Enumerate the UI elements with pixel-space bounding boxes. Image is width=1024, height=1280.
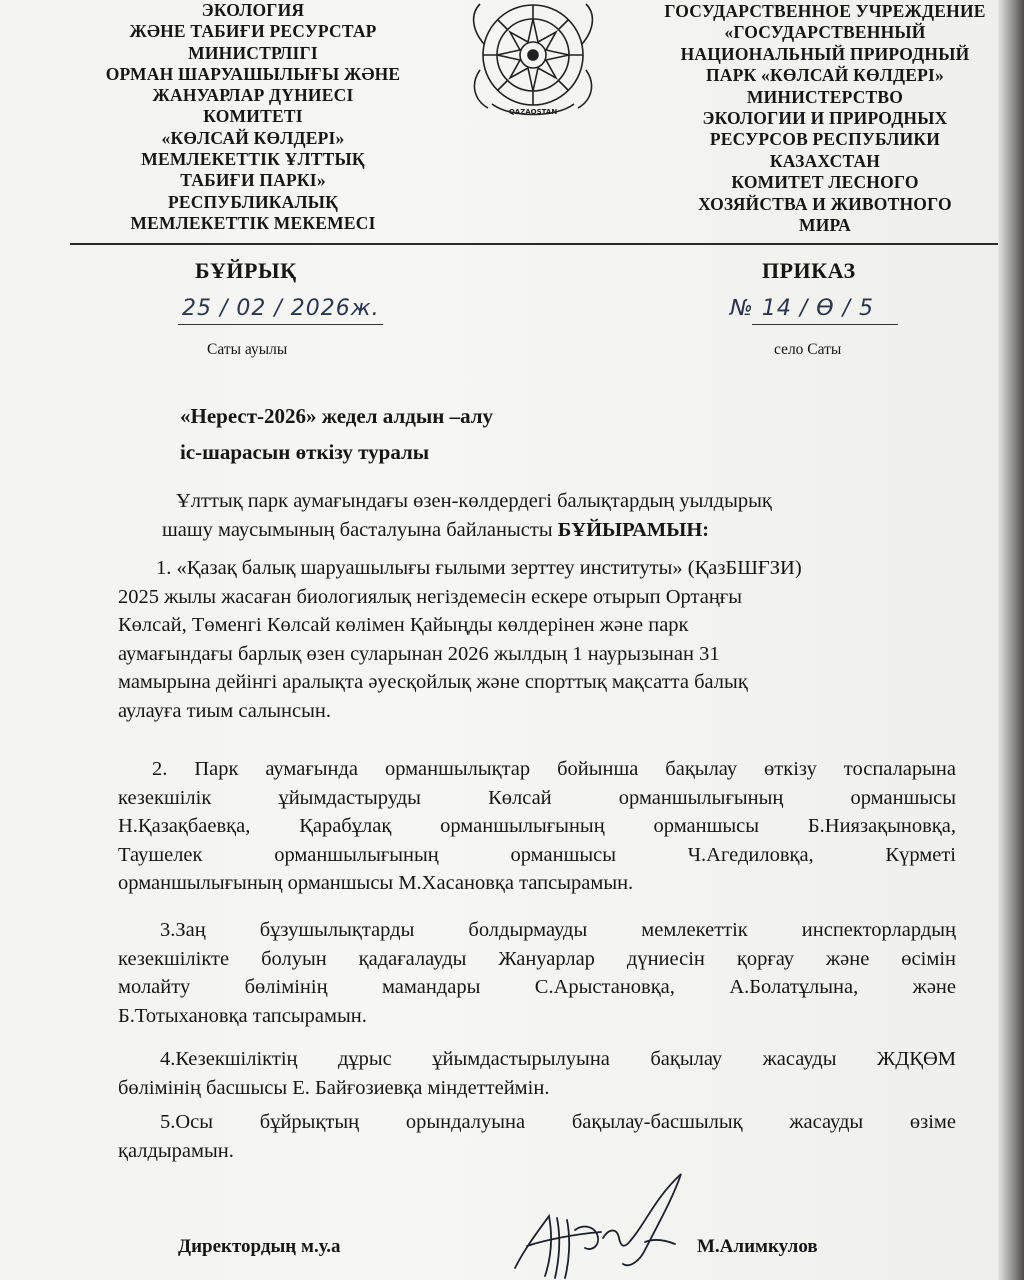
item-1-line: мамырына дейінгі аралықта әуесқойлық және спорттық мақсатта балық	[118, 671, 748, 693]
header-divider	[70, 243, 998, 245]
title-line-2: іс-шарасын өткізу туралы	[180, 440, 430, 464]
item-2-line: 2. Парк аумағында орманшылықтар бойынша бақылау өткізу тоспаларына	[152, 758, 956, 780]
item-2-line: Н.Қазақбаевқа, Қарабұлақ орманшылығының орманшысы Б.Ниязақыновқа,	[118, 815, 956, 837]
intro-command: БҰЙЫРАМЫН:	[557, 518, 710, 541]
item-5	[118, 1108, 956, 1165]
header-left-line: ЖАНУАРЛАР ДҮНИЕСІ	[152, 85, 354, 106]
header-right-line: ЭКОЛОГИИ И ПРИРОДНЫХ	[702, 108, 948, 129]
header-right-line: РЕСУРСОВ РЕСПУБЛИКИ	[709, 129, 941, 150]
header-left-line: КОМИТЕТІ	[203, 106, 303, 127]
date-underline	[178, 324, 383, 325]
order-label-ru: ПРИКАЗ	[762, 258, 856, 283]
item-1-line: Көлсай, Төменгі Көлсай көлімен Қайыңды көлдерінен және парк	[118, 614, 689, 636]
intro-text: шашу маусымының басталуына байланысты	[162, 518, 558, 541]
item-2	[118, 755, 956, 898]
header-left-kz	[88, 0, 418, 234]
item-4-line: бөлімінің басшысы Е. Байғозиевқа міндеттеймін.	[118, 1076, 550, 1099]
title-line-1: «Нерест-2026» жедел алдын –алу	[180, 404, 494, 428]
item-1-line: аулауға тиым салынсын.	[118, 699, 331, 722]
header-right-line: КОМИТЕТ ЛЕСНОГО	[731, 172, 919, 193]
order-label-kz: БҰЙРЫҚ	[195, 258, 297, 283]
item-2-line: кезекшілік ұйымдастыруды Көлсай орманшылығының орманшысы	[118, 786, 956, 809]
header-right-line: ПАРК «КӨЛСАЙ КӨЛДЕРІ»	[706, 65, 944, 86]
item-4	[118, 1045, 956, 1102]
header-right-line: НАЦИОНАЛЬНЫЙ ПРИРОДНЫЙ	[680, 43, 970, 64]
header-right-line: МИРА	[798, 215, 852, 236]
item-2-line: Таушелек орманшылығының орманшысы Ч.Агедиловқа, Күрметі	[118, 843, 956, 866]
state-emblem-icon	[462, 0, 604, 126]
item-3-line: 3.Заң бұзушылықтарды болдырмауды мемлекеттік инспекторлардың	[160, 919, 956, 941]
item-3-line: кезекшілікте болуын қадағалауды Жануарлар дүниесін қорғау және өсімін	[118, 947, 956, 970]
intro-line-2	[118, 516, 956, 545]
header-right-line: ХОЗЯЙСТВА И ЖИВОТНОГО	[698, 193, 952, 214]
place-kz: Саты ауылы	[207, 341, 288, 358]
item-5-line: 5.Осы бұйрықтың орындалуына бақылау-басшылық жасауды өзіме	[160, 1111, 956, 1133]
header-right-line: «ГОСУДАРСТВЕННЫЙ	[724, 22, 926, 43]
item-2-line: орманшылығының орманшысы М.Хасановқа тапсырамын.	[118, 872, 634, 894]
place-ru: село Саты	[774, 341, 842, 358]
item-1	[118, 554, 956, 725]
item-1-line: 1. «Қазақ балық шаруашылығы ғылыми зерттеу институты» (ҚазБШҒЗИ)	[156, 557, 802, 579]
header-left-line: ЖӘНЕ ТАБИҒИ РЕСУРСТАР	[129, 21, 377, 42]
header-left-line: «КӨЛСАЙ КӨЛДЕРІ»	[161, 127, 345, 148]
item-1-line: 2025 жылы жасаған биологиялық негіздемесін ескере отырып Ортаңғы	[118, 585, 742, 608]
item-3-line: молайту бөлімінің мамандары С.Арыстановқа, А.Болатұлына, және	[118, 976, 956, 998]
item-3-line: Б.Тотыхановқа тапсырамын.	[118, 1004, 367, 1027]
header-right-line: ГОСУДАРСТВЕННОЕ УЧРЕЖДЕНИЕ	[664, 1, 986, 21]
header-left-line: РЕСПУБЛИКАЛЫҚ	[167, 191, 339, 212]
header-right-line: КАЗАХСТАН	[769, 150, 881, 171]
intro-line-1: Ұлттық парк аумағындағы өзен-көлдердегі балықтардың уылдырық	[176, 490, 772, 512]
header-right-ru	[640, 1, 1010, 236]
item-5-line: қалдырамын.	[118, 1139, 234, 1162]
header-left-line: ТАБИҒИ ПАРКІ»	[180, 170, 326, 191]
order-title	[180, 398, 493, 470]
intro-paragraph	[118, 487, 956, 544]
order-number: № 14 / Ө / 5	[730, 296, 874, 321]
handwritten-signature	[505, 1168, 695, 1280]
emblem-caption: QAZAQSTAN	[508, 108, 558, 116]
header-left-line: МЕМЛЕКЕТТІК МЕКЕМЕСІ	[130, 212, 376, 233]
item-3	[118, 916, 956, 1030]
header-left-line: МЕМЛЕКЕТТІК ҰЛТТЫҚ	[141, 149, 365, 170]
signer-role: Директордың м.у.а	[178, 1236, 341, 1257]
order-date: 25 / 02 / 2026ж.	[182, 296, 380, 321]
header-left-line: МИНИСТРЛІГІ	[188, 42, 318, 63]
signer-name: М.Алимкулов	[697, 1236, 818, 1257]
item-1-line: аумағындағы барлық өзен суларынан 2026 жылдың 1 наурызынан 31	[118, 642, 720, 665]
item-4-line: 4.Кезекшіліктің дұрыс ұйымдастырылуына бақылау жасауды ЖДҚӨМ	[160, 1048, 956, 1070]
header-left-line: ЭКОЛОГИЯ	[201, 0, 305, 20]
header-left-line: ОРМАН ШАРУАШЫЛЫҒЫ ЖӘНЕ	[105, 63, 401, 84]
number-underline	[752, 324, 898, 325]
header-right-line: МИНИСТЕРСТВО	[746, 86, 904, 107]
